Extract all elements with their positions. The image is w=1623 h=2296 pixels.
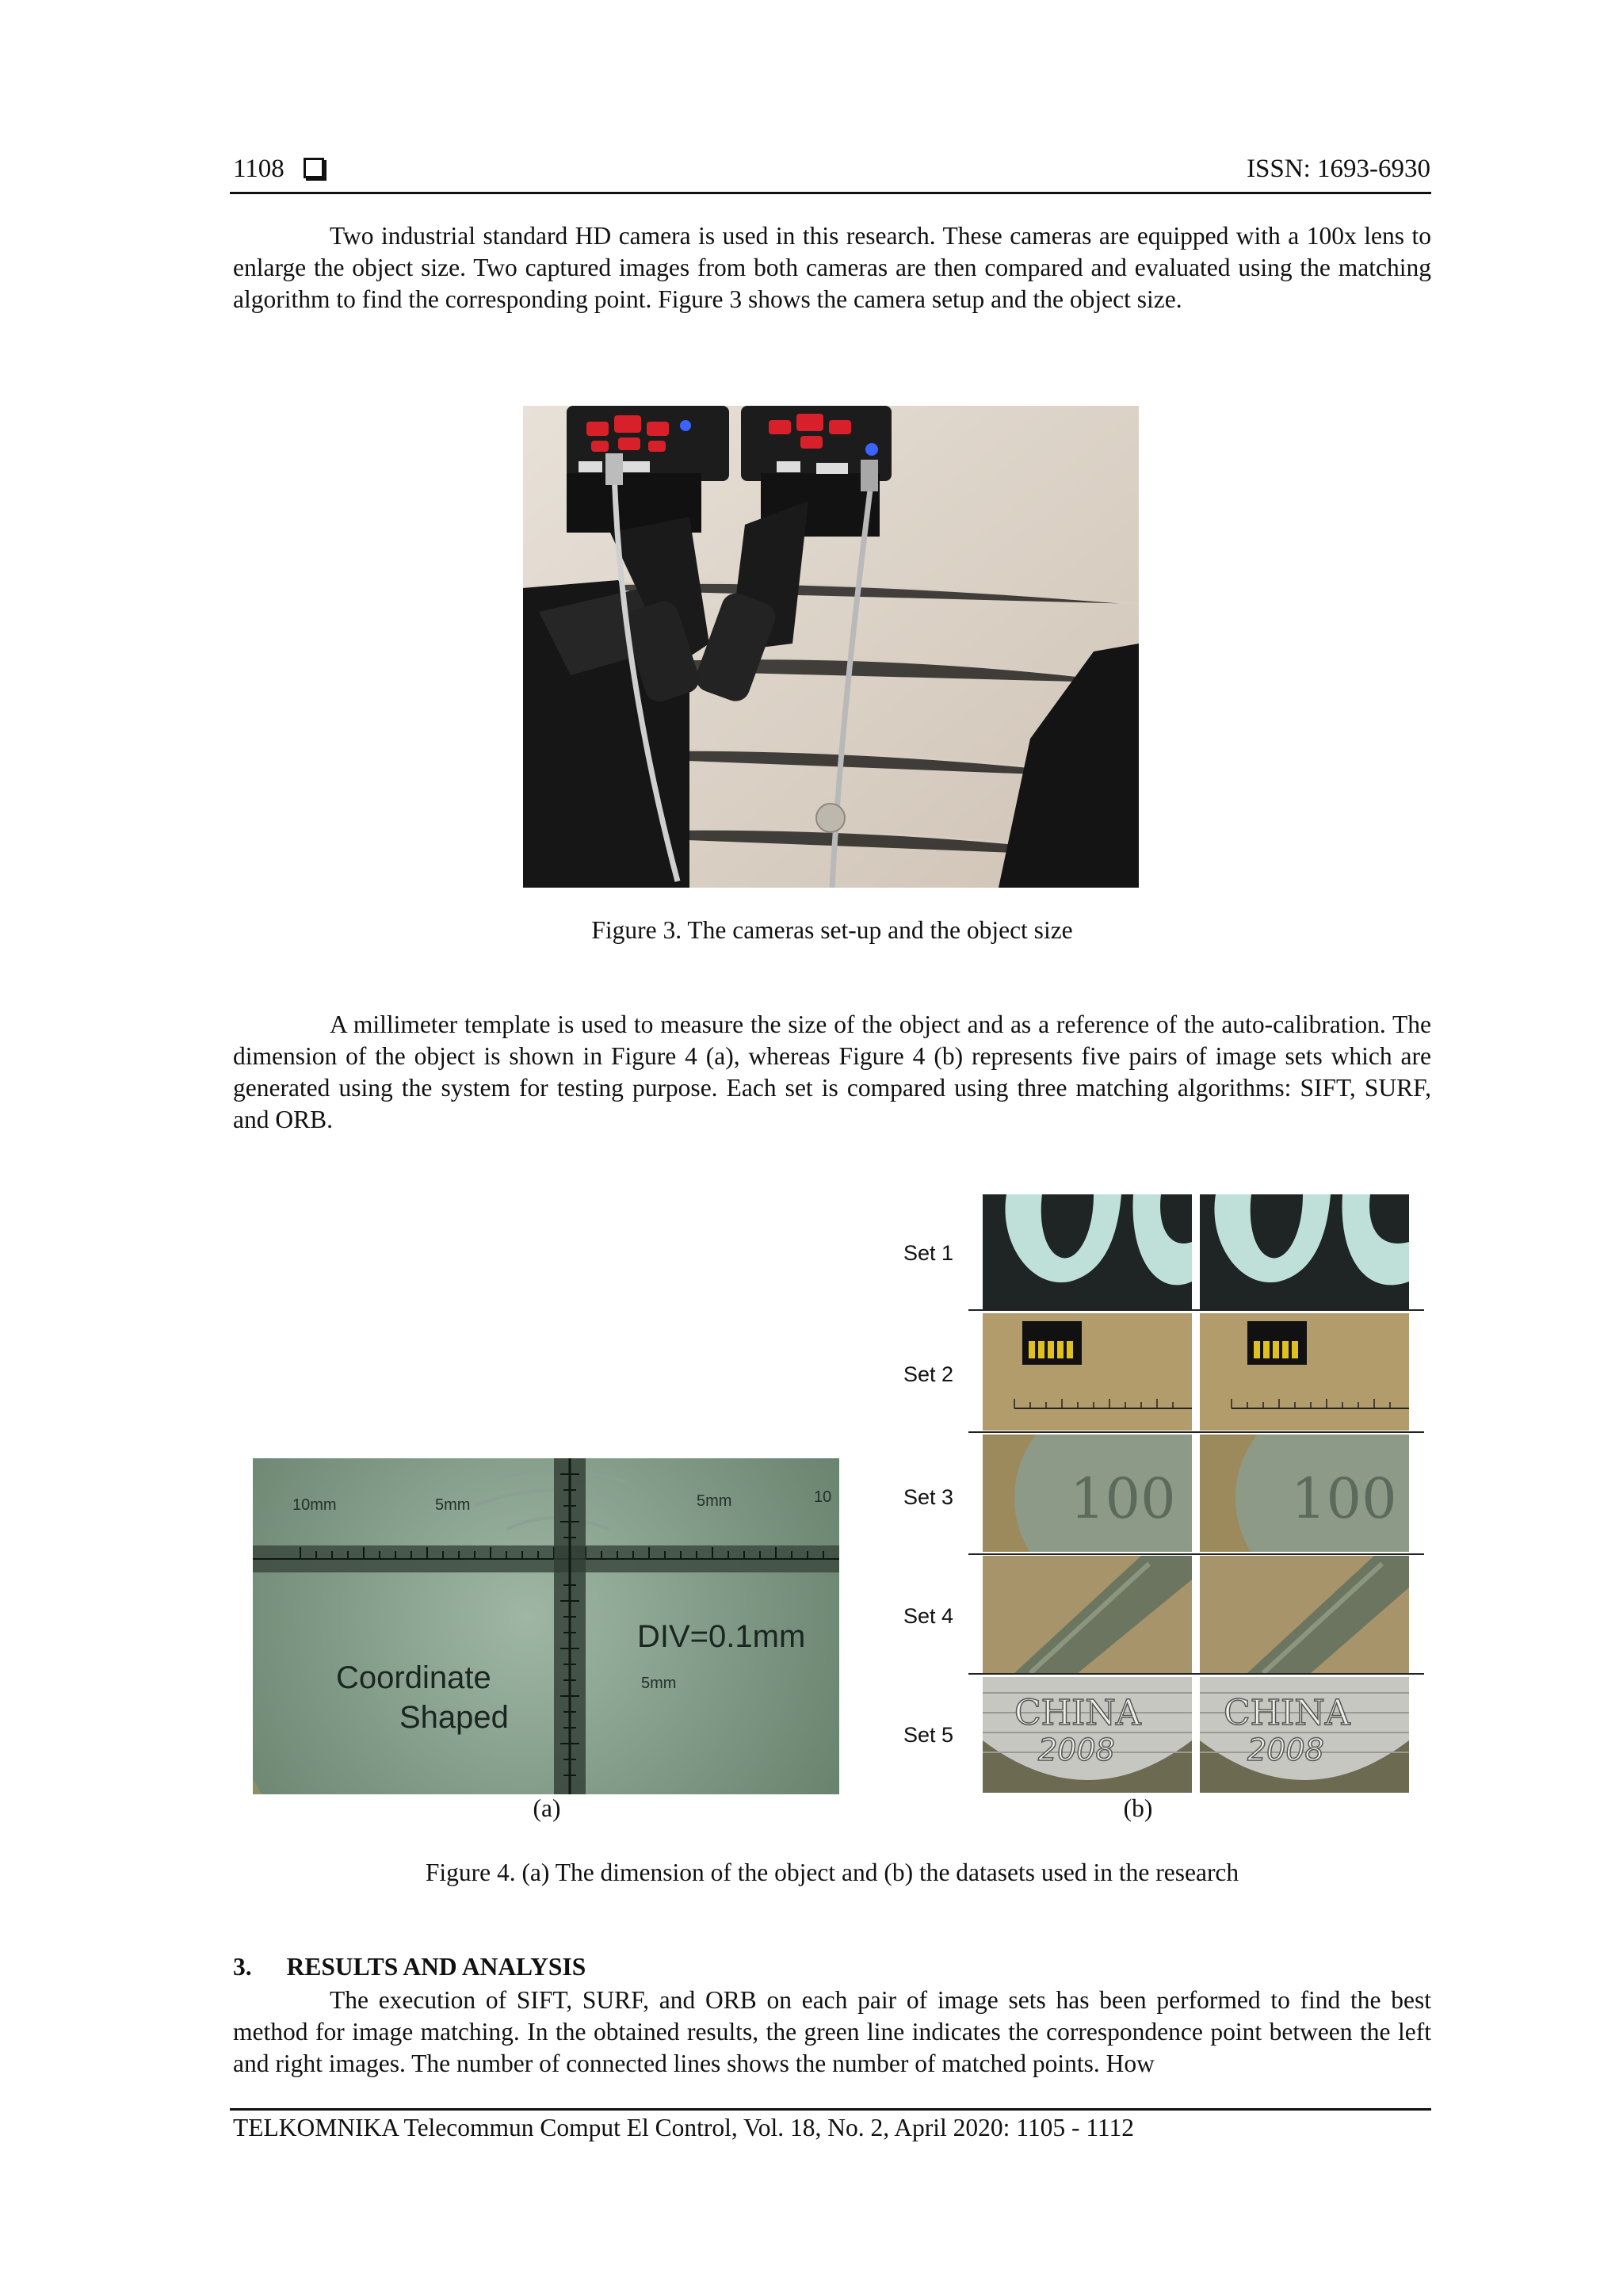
paragraph-2	[233, 1009, 1431, 1136]
checkbox-icon	[304, 158, 324, 178]
year-text-right: 2008	[1247, 1733, 1324, 1767]
set-label-1: Set 1	[903, 1241, 954, 1265]
set-2-right-image	[1200, 1313, 1409, 1431]
figure-4a-label: (a)	[533, 1794, 561, 1822]
paragraph-1	[233, 220, 1431, 315]
section-title: RESULTS AND ANALYSIS	[286, 1953, 586, 1981]
set-2-left-image	[983, 1313, 1192, 1431]
set-separator	[968, 1309, 1424, 1311]
figure-4b-grid	[983, 1194, 1409, 1793]
coin-100-right: 100	[1291, 1466, 1397, 1531]
tick-10: 10	[814, 1488, 832, 1506]
header-rule	[230, 192, 1431, 194]
footer-citation: TELKOMNIKA Telecommun Comput El Control, Vol. 18, No. 2, April 2020: 1105 - 1112	[233, 2114, 1135, 2141]
paragraph-2-text: A millimeter template is used to measure the size of the object and as a reference of the auto-calibration. The dimension of the object is shown in Figure 4 (a), whereas Figure 4 (b) represents five pairs of image sets which are generated using the system for testing purpose. Each set is compared using three matching algorithms: SIFT, SURF, and ORB.	[233, 1010, 1431, 1133]
figure-4b-label: (b)	[1123, 1794, 1153, 1822]
issn: ISSN: 1693-6930	[1247, 155, 1430, 183]
china-text-left: CHINA	[1014, 1693, 1141, 1733]
china-text-right: CHINA	[1224, 1693, 1350, 1733]
div-label: DIV=0.1mm	[637, 1619, 806, 1654]
paragraph-3-text: The execution of SIFT, SURF, and ORB on each pair of image sets has been performed to find the best method for image matching. In the obtained results, the green line indicates the correspondence point between the left and right images. The number of connected lines shows the number of matched points. How	[233, 1986, 1431, 2077]
tick-5mm-right: 5mm	[697, 1492, 732, 1510]
set-4-left-image	[983, 1556, 1192, 1673]
footer-rule	[230, 2108, 1431, 2111]
set-5-left-image	[983, 1677, 1192, 1793]
set-3-left-image	[983, 1435, 1192, 1552]
tick-5mm-bottom: 5mm	[641, 1675, 677, 1692]
paragraph-3	[233, 1985, 1431, 2080]
figure-4-caption: Figure 4. (a) The dimension of the object and (b) the datasets used in the research	[425, 1859, 1239, 1886]
figure-3-caption: Figure 3. The cameras set-up and the object size	[591, 916, 1073, 944]
page-header-left	[233, 155, 324, 184]
set-4-right-image	[1200, 1556, 1409, 1673]
set-separator	[968, 1673, 1424, 1675]
coordinate-label: Coordinate	[336, 1660, 491, 1695]
set-separator	[968, 1431, 1424, 1433]
set-1-right-image	[1200, 1194, 1409, 1309]
set-label-4: Set 4	[903, 1604, 954, 1628]
section-number: 3.	[233, 1953, 252, 1981]
figure-4a-photo	[253, 1458, 839, 1794]
section-heading	[233, 1953, 586, 1981]
set-3-right-image	[1200, 1435, 1409, 1552]
coin-100-left: 100	[1070, 1466, 1176, 1531]
figure-3-photo	[523, 406, 1139, 888]
set-1-left-image	[983, 1194, 1192, 1309]
tick-10mm: 10mm	[292, 1496, 337, 1514]
paragraph-1-text: Two industrial standard HD camera is used in this research. These cameras are equipped with a 100x lens to enlarge the object size. Two captured images from both cameras are then compared and evaluated using the matching algorithm to find the corresponding point. Figure 3 shows the camera setup and the object size.	[233, 222, 1431, 313]
shaped-label: Shaped	[399, 1700, 509, 1735]
year-text-left: 2008	[1038, 1733, 1115, 1767]
set-label-3: Set 3	[903, 1485, 954, 1509]
set-label-2: Set 2	[903, 1362, 954, 1386]
set-5-right-image	[1200, 1677, 1409, 1793]
set-separator	[968, 1553, 1424, 1555]
set-label-5: Set 5	[903, 1723, 954, 1747]
tick-5mm-left: 5mm	[435, 1496, 471, 1514]
page-number: 1108	[233, 155, 285, 183]
